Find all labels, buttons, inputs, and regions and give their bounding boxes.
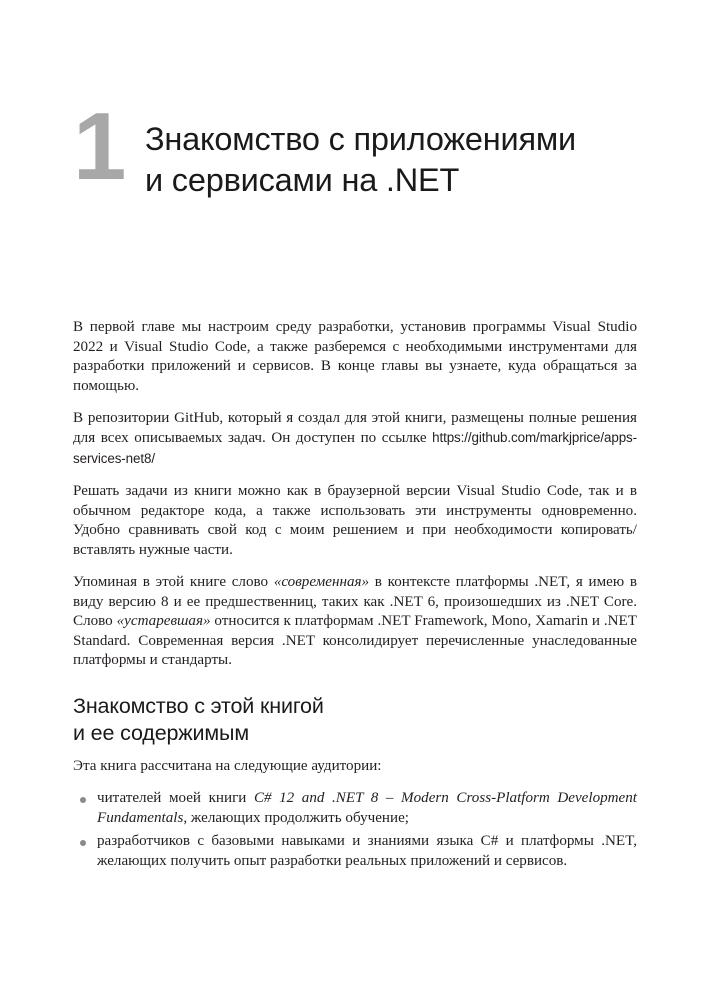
section-heading-line-1: Знакомство с этой книгой bbox=[73, 694, 324, 718]
chapter-title-line-1: Знакомство с приложениями bbox=[145, 121, 576, 157]
paragraph-4-segment-1: Упоминая в этой книге слово bbox=[73, 574, 274, 591]
paragraph-2-text-before-link: В репозитории GitHub, который я создал для этой книги, размещены полные решения для всех описываемых задач. Он доступен по ссылке bbox=[73, 409, 637, 447]
bullet-2-text-before: разработчиков с базовыми навыками и знаниями языка C# и платформы .NET, желающих получить опыт разработки реальных приложений и сервисов. bbox=[97, 833, 637, 869]
intro-paragraph-1: В первой главе мы настроим среду разработки, установив программы Visual Studio 2022 и Visual Studio Code, а также разберемся с необходимыми инструментами для разработки приложений и сервисов. В конце главы вы узнаете, куда обращаться за помощью. bbox=[73, 319, 637, 394]
audience-list bbox=[73, 789, 637, 871]
intro-paragraph-3: Решать задачи из книги можно как в браузерной версии Visual Studio Code, так и в обычном редакторе кода, а также использовать эти инструменты одновременно. Удобно сравнивать свой код с моим решением и при необходимости копировать/вставлять нужные части. bbox=[73, 483, 637, 558]
list-item bbox=[73, 832, 637, 871]
term-modern: «современная» bbox=[273, 574, 370, 591]
chapter-title-line-2: и сервисами на .NET bbox=[145, 162, 460, 198]
intro-paragraph-2 bbox=[73, 409, 637, 470]
intro-paragraph-4 bbox=[73, 573, 637, 671]
github-repository-link[interactable]: https://github.com/markjprice/apps-services-net8/ bbox=[73, 430, 637, 467]
chapter-number: 1 bbox=[73, 93, 125, 200]
list-item bbox=[73, 789, 637, 828]
chapter-title bbox=[145, 119, 636, 201]
paragraph-4-segment-3: относится к платформам .NET Framework, Mono, Xamarin и .NET Standard. Современная версия .NET консолидирует перечисленные унаследованные платформы и стандарты. bbox=[73, 613, 637, 669]
chapter-header bbox=[73, 93, 636, 223]
bullet-1-book-title: C# 12 and .NET 8 – Modern Cross-Platform Development Fundamentals bbox=[97, 790, 637, 826]
bullet-1-text-before: читателей моей книги bbox=[97, 790, 254, 807]
term-legacy: «устаревшая» bbox=[116, 613, 211, 630]
section-heading bbox=[73, 693, 637, 746]
body-content bbox=[73, 318, 637, 871]
audience-lead-in: Эта книга рассчитана на следующие аудитории: bbox=[73, 758, 382, 774]
paragraph-4-segment-2: в контексте платформы .NET, я имею в виду версию 8 и ее предшественниц, таких как .NET 6, произошедших из .NET Core. Слово bbox=[73, 574, 637, 630]
bullet-1-text-after: , желающих продолжить обучение; bbox=[183, 809, 409, 826]
section-heading-line-2: и ее содержимым bbox=[73, 720, 249, 745]
